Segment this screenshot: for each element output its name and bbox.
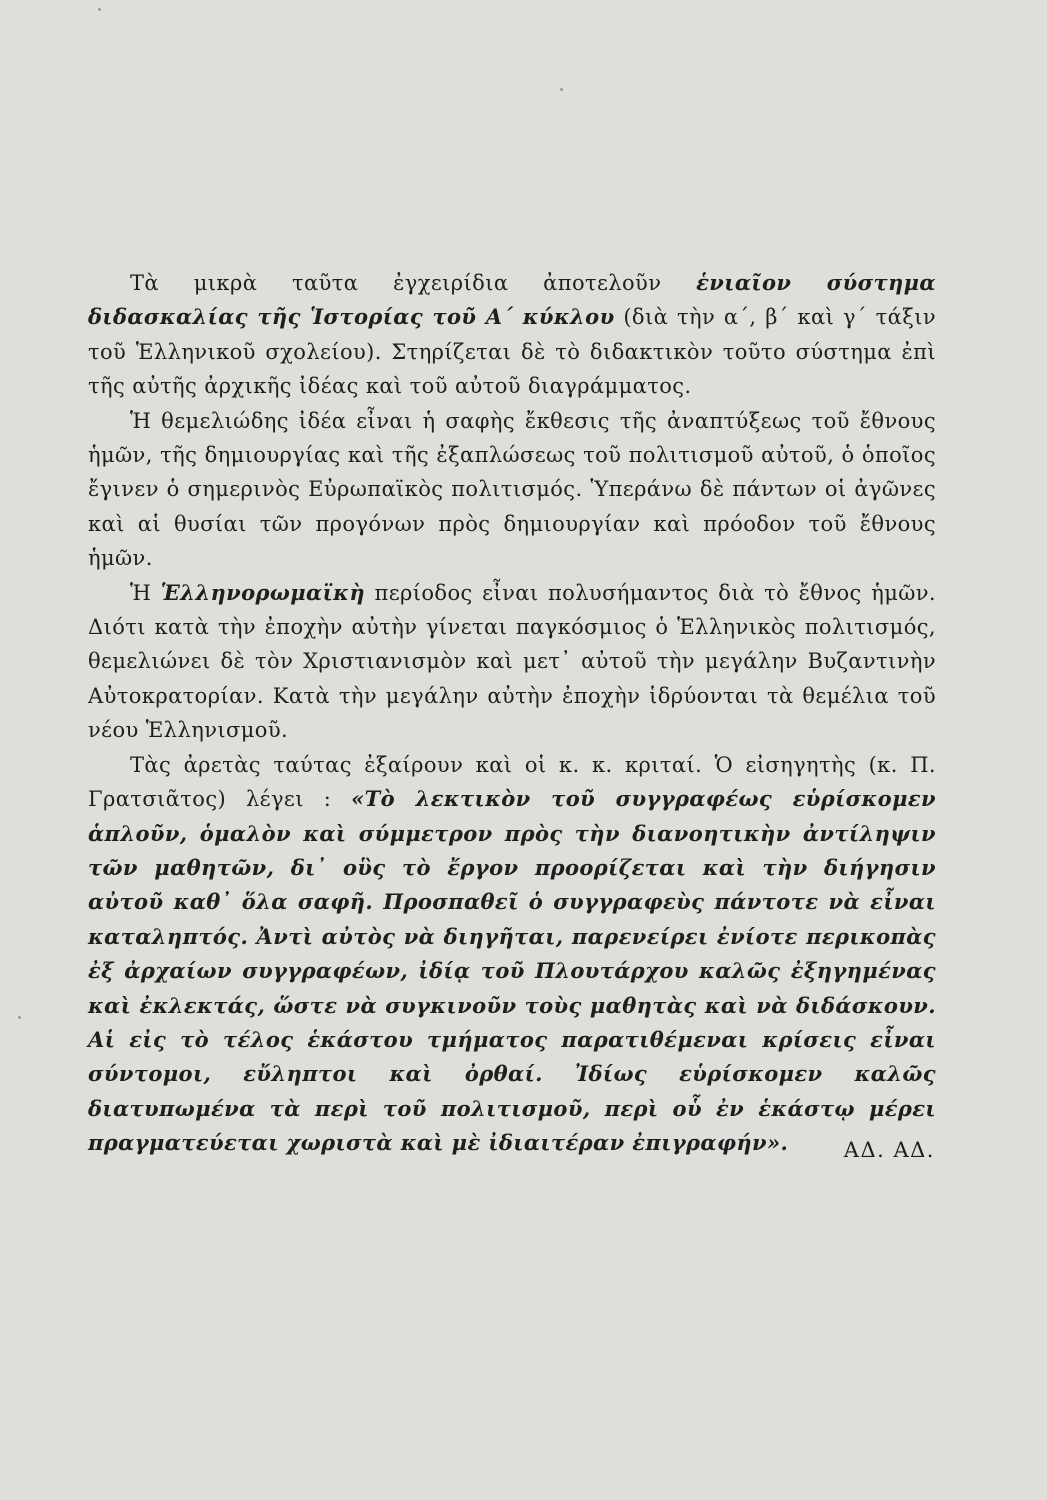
- paragraph-2: [88, 404, 936, 576]
- paragraph-4-intro: Τὰς ἀρετὰς ταύτας ἐξαίρουν καὶ οἱ κ. κ. κριταί. Ὁ εἰσηγητὴς (κ. Π. Γρατσιᾶτος) λέγει :: [88, 752, 936, 812]
- paragraph-1: [88, 266, 936, 404]
- signature-initials: ΑΔ. ΑΔ.: [843, 1138, 935, 1162]
- paragraph-1-rest: (διὰ τὴν α΄, β΄ καὶ γ΄ τάξιν τοῦ Ἑλληνικοῦ σχολείου). Στηρίζεται δὲ τὸ διδακτικὸν τοῦτο σύστημα ἐπὶ τῆς αὐτῆς ἀρχικῆς ἰδέας καὶ τοῦ αὐτοῦ διαγράμματος.: [88, 305, 936, 399]
- paragraph-4-quote: «Τὸ λεκτικὸν τοῦ συγγραφέως εὑρίσκομεν ἁπλοῦν, ὁμαλὸν καὶ σύμμετρον πρὸς τὴν διανοητικὴν ἀντίληψιν τῶν μαθητῶν, δι᾽ οὓς τὸ ἔργον προορίζεται καὶ τὴν διήγησιν αὐτοῦ καθ᾽ ὅλα σαφῆ. Προσπαθεῖ ὁ συγγραφεὺς πάντοτε νὰ εἶναι καταληπτός. Ἀντὶ αὐτὸς νὰ διηγῆται, παρενείρει ἐνίοτε περικοπὰς ἐξ ἀρχαίων συγγραφέων, ἰδίᾳ τοῦ Πλουτάρχου καλῶς ἐξηγημένας καὶ ἐκλεκτάς, ὥστε νὰ συγκινοῦν τοὺς μαθητὰς καὶ νὰ διδάσκουν. Αἱ εἰς τὸ τέλος ἑκάστου τμήματος παρατιθέμεναι κρίσεις εἶναι σύντομοι, εὔληπτοι καὶ ὀρθαί. Ἰδίως εὑρίσκομεν καλῶς διατυπωμένα τὰ περὶ τοῦ πολιτισμοῦ, περὶ οὗ ἐν ἑκάστῳ μέρει πραγματεύεται χωριστὰ καὶ μὲ ἰδιαιτέραν ἐπιγραφήν».: [88, 786, 937, 1156]
- paper-speck: [18, 1016, 21, 1019]
- paragraph-1-emphasis: ἑνιαῖον σύστημα διδασκαλίας τῆς Ἱστορίας τοῦ Α΄ κύκλου: [88, 270, 936, 330]
- paragraph-3: [88, 576, 936, 748]
- body-text: [88, 266, 936, 1161]
- paper-speck: [98, 8, 101, 11]
- paragraph-2-text: Ἡ θεμελιώδης ἰδέα εἶναι ἡ σαφὴς ἔκθεσις τῆς ἀναπτύξεως τοῦ ἔθνους ἡμῶν, τῆς δημιουργίας καὶ τῆς ἐξαπλώσεως τοῦ πολιτισμοῦ αὐτοῦ, ὁ ὁποῖος ἔγινεν ὁ σημερινὸς Εὐρωπαϊκὸς πολιτισμός. Ὑπεράνω δὲ πάντων οἱ ἀγῶνες καὶ αἱ θυσίαι τῶν προγόνων πρὸς δημιουργίαν καὶ πρόοδον τοῦ ἔθνους ἡμῶν.: [88, 408, 936, 571]
- paragraph-4: [88, 748, 936, 1161]
- paper-speck: [560, 88, 563, 91]
- paragraph-3-emphasis: Ἑλληνορωμαϊκὴ: [160, 579, 365, 605]
- paragraph-3-intro: Ἡ: [130, 580, 161, 605]
- paragraph-1-intro: Τὰ μικρὰ ταῦτα ἐγχειρίδια ἀποτελοῦν: [130, 271, 697, 295]
- paragraph-3-rest: περίοδος εἶναι πολυσήμαντος διὰ τὸ ἔθνος ἡμῶν. Διότι κατὰ τὴν ἐποχὴν αὐτὴν γίνεται παγκόσμιος ὁ Ἑλληνικὸς πολιτισμός, θεμελιώνει δὲ τὸν Χριστιανισμὸν καὶ μετ᾽ αὐτοῦ τὴν μεγάλην Βυζαντινὴν Αὐτοκρατορίαν. Κατὰ τὴν μεγάλην αὐτὴν ἐποχὴν ἱδρύονται τὰ θεμέλια τοῦ νέου Ἑλληνισμοῦ.: [88, 580, 937, 743]
